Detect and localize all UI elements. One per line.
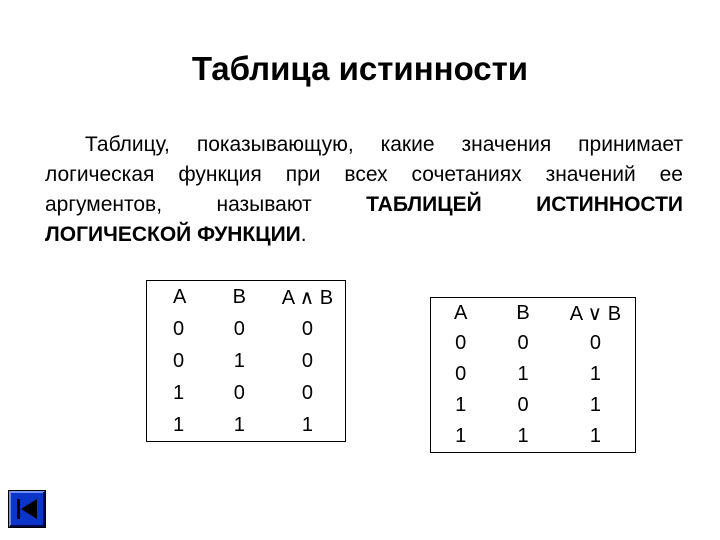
table-cell: 0 bbox=[301, 317, 314, 340]
truth-table-and bbox=[146, 280, 346, 442]
first-slide-button[interactable] bbox=[8, 490, 46, 528]
header-cell: A bbox=[454, 301, 468, 324]
table-cell: 0 bbox=[589, 332, 601, 354]
table-cell: 1 bbox=[517, 425, 529, 447]
table-cell: 1 bbox=[233, 413, 245, 436]
table-cell: 0 bbox=[301, 381, 314, 404]
definition-end: . bbox=[300, 223, 307, 246]
table-cell: 1 bbox=[589, 425, 601, 447]
header-cell: A ∨ B bbox=[569, 302, 622, 325]
table-cell: 1 bbox=[455, 425, 467, 447]
definition-paragraph bbox=[45, 130, 683, 250]
table-row bbox=[147, 345, 346, 377]
table-row bbox=[431, 390, 636, 421]
table-cell: 1 bbox=[173, 381, 185, 404]
slide-title: Таблица истинности bbox=[191, 50, 529, 87]
table-row bbox=[147, 409, 346, 442]
table-row bbox=[431, 328, 636, 359]
header-cell: B bbox=[516, 301, 530, 324]
table-row bbox=[431, 421, 636, 453]
table-cell: 0 bbox=[233, 317, 245, 340]
table-cell: 0 bbox=[301, 349, 314, 372]
table-header-row bbox=[431, 298, 636, 329]
header-cell: B bbox=[232, 285, 246, 308]
table-cell: 1 bbox=[233, 349, 245, 372]
table-cell: 1 bbox=[517, 363, 529, 385]
table-header-row bbox=[147, 281, 346, 314]
table-cell: 0 bbox=[455, 363, 467, 385]
table-cell: 1 bbox=[589, 394, 601, 416]
truth-table-or bbox=[430, 297, 636, 453]
table-cell: 0 bbox=[233, 381, 245, 404]
table-row bbox=[147, 377, 346, 409]
table-cell: 0 bbox=[517, 394, 529, 416]
header-cell: A bbox=[173, 285, 187, 308]
table-cell: 1 bbox=[455, 394, 467, 416]
definition-text: Таблицу, показывающую, какие значения принимает логическая функция при всех сочетаниях значений ее аргументов, называют bbox=[45, 133, 683, 216]
table-cell: 0 bbox=[517, 332, 529, 354]
first-slide-icon bbox=[9, 491, 45, 527]
table-cell: 1 bbox=[301, 413, 314, 436]
table-cell: 0 bbox=[455, 332, 467, 354]
header-cell: A ∧ B bbox=[281, 286, 334, 309]
table-cell: 0 bbox=[173, 317, 185, 340]
definition-term: ТАБЛИЦЕЙ ИСТИННОСТИ ЛОГИЧЕСКОЙ ФУНКЦИИ bbox=[45, 193, 683, 246]
table-row bbox=[431, 359, 636, 390]
table-cell: 1 bbox=[173, 413, 185, 436]
table-row bbox=[147, 313, 346, 345]
table-cell: 1 bbox=[589, 363, 601, 385]
table-cell: 0 bbox=[173, 349, 185, 372]
